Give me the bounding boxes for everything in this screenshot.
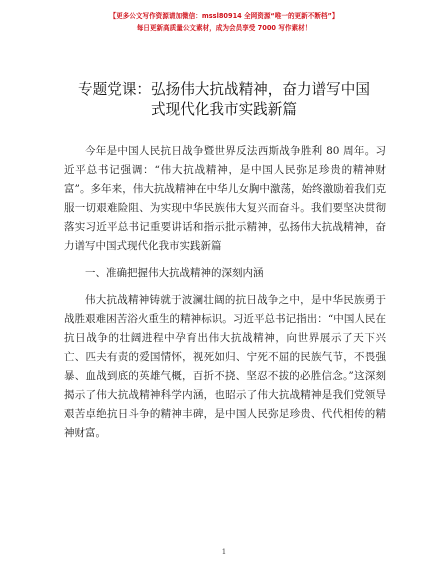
page-number: 1 — [221, 548, 227, 556]
promo-banner-line2: 每日更新高质量公文素材，成为会员享受 7000 写作素材！ — [136, 24, 312, 32]
section-paragraph: 伟大抗战精神铸就于波澜壮阔的抗日战争之中，是中华民族勇于战胜艰难困苦浴火重生的精神标识。习近平总书记指出：“中国人民在抗日战争的壮阔进程中孕育出伟大抗战精神，向世界展示了天下兴亡、匹夫有责的爱国情怀，视死如归、宁死不屈的民族气节，不畏强暴、血战到底的英雄气概，百折不挠、坚忍不拔的必胜信念。”这深刻揭示了伟大抗战精神科学内涵，也昭示了伟大抗战精神是我们党领导艰苦卓绝抗日斗争的精神丰碑，是中国人民弥足珍贵、代代相传的精神财富。 — [64, 294, 386, 439]
promo-banner-line1: 【更多公文写作资源请加微信：mssl80914 全网资源“唯一的更新不断档”】 — [109, 12, 339, 20]
document-title — [40, 80, 408, 120]
document-body — [64, 142, 386, 443]
title-line-1: 专题党课：弘扬伟大抗战精神，奋力谱写中国 — [78, 81, 370, 98]
title-line-2: 式现代化我市实践新篇 — [151, 101, 297, 118]
promo-banner — [0, 10, 448, 34]
section-heading: 一、准确把握伟大抗战精神的深刻内涵 — [85, 267, 264, 279]
intro-paragraph: 今年是中国人民抗日战争暨世界反法西斯战争胜利 80 周年。习近平总书记强调：“伟大抗战精神，是中国人民弥足珍贵的精神财富”。多年来，伟大抗战精神在中华儿女胸中激荡，始终激励着我们克服一切艰难险阻、为实现中华民族伟大复兴而奋斗。我们要坚决贯彻落实习近平总书记重要讲话和指示批示精神，弘扬伟大抗战精神，奋力谱写中国式现代化我市实践新篇 — [64, 145, 386, 252]
